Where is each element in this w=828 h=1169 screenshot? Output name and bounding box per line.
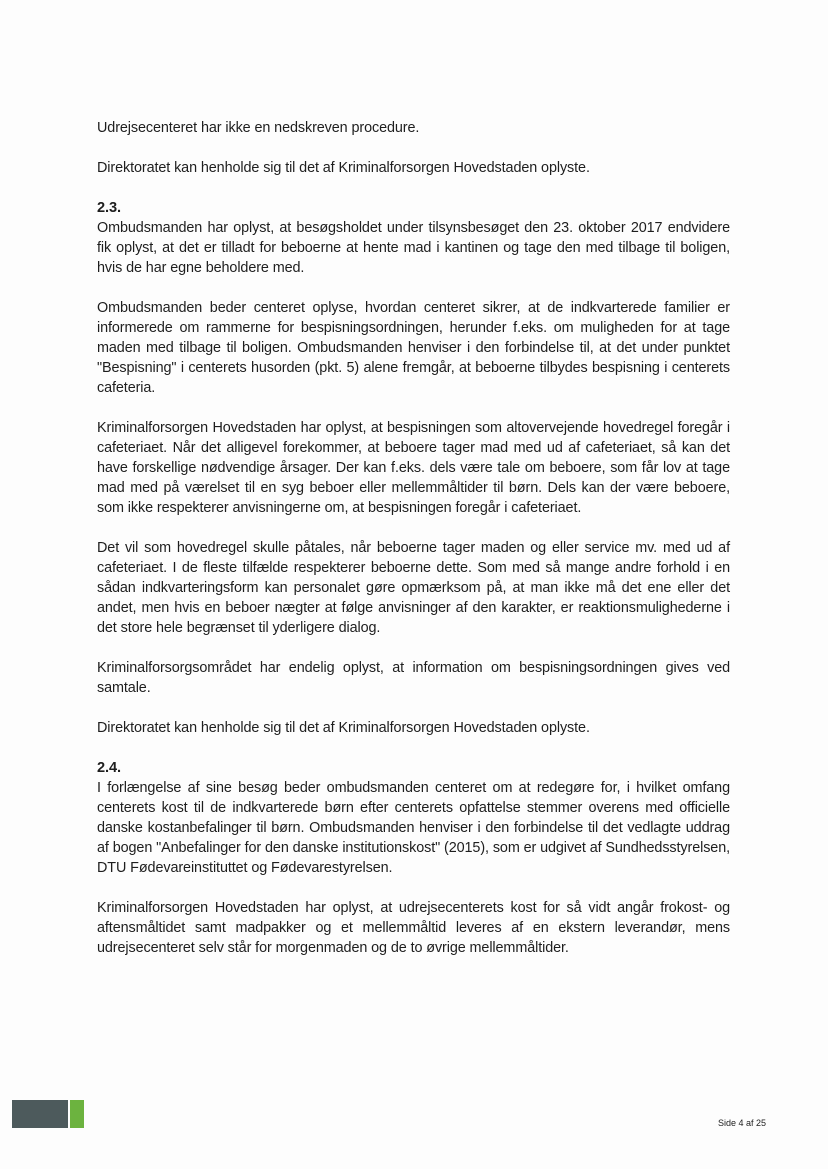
ombudsman-logo [12, 1100, 84, 1128]
logo-dark-block [12, 1100, 68, 1128]
paragraph: Ombudsmanden har oplyst, at besøgsholdet under tilsynsbesøget den 23. oktober 2017 endvidere fik oplyst, at det er tilladt for beboerne at hente mad i kantinen og tage den med tilbage til boligen, hvis de har egne beholdere med. [97, 220, 730, 276]
section-number: 2.3. [97, 200, 121, 216]
page-number: Side 4 af 25 [717, 1118, 766, 1128]
logo-green-block [70, 1100, 84, 1128]
paragraph: Direktoratet kan henholde sig til det af Kriminalforsorgen Hovedstaden oplyste. [97, 160, 590, 176]
paragraph: Kriminalforsorgen Hovedstaden har oplyst, at udrejsecenterets kost for så vidt angår frokost- og aftensmåltidet samt madpakker og et mellemmåltid leveres af en ekstern leverandør, mens udrejsecenteret selv står for morgenmaden og de to øvrige mellemmåltider. [97, 900, 730, 956]
paragraph: Direktoratet kan henholde sig til det af Kriminalforsorgen Hovedstaden oplyste. [97, 720, 590, 736]
paragraph: Ombudsmanden beder centeret oplyse, hvordan centeret sikrer, at de indkvarterede familier er informerede om rammerne for bespisningsordningen, herunder f.eks. om muligheden for at tage maden med tilbage til boligen. Ombudsmanden henviser i den forbindelse til, at det under punktet "Bespisning" i centerets husorden (pkt. 5) alene fremgår, at beboerne tilbydes bespisning i centerets cafeteria. [97, 300, 730, 396]
document-body [97, 118, 730, 978]
paragraph: I forlængelse af sine besøg beder ombudsmanden centeret om at redegøre for, i hvilket omfang centerets kost til de indkvarterede børn efter centerets opfattelse stemmer overens med officielle danske kostanbefalinger til børn. Ombudsmanden henviser i den forbindelse til det vedlagte uddrag af bogen "Anbefalinger for den danske institutionskost" (2015), som er udgivet af Sundhedsstyrelsen, DTU Fødevareinstituttet og Fødevarestyrelsen. [97, 780, 730, 876]
section-2-4 [97, 758, 730, 878]
paragraph: Det vil som hovedregel skulle påtales, når beboerne tager maden og eller service mv. med ud af cafeteriaet. I de fleste tilfælde respekterer beboerne dette. Som med så mange andre forhold i en sådan indkvarteringsform kan personalet gøre opmærksom på, at man ikke må det ene eller det andet, men hvis en beboer nægter at følge anvisninger af den karakter, er reaktionsmulighederne i det store hele begrænset til yderligere dialog. [97, 540, 730, 636]
section-number: 2.4. [97, 760, 121, 776]
section-2-3 [97, 198, 730, 278]
paragraph: Udrejsecenteret har ikke en nedskreven procedure. [97, 120, 420, 136]
paragraph: Kriminalforsorgsområdet har endelig oplyst, at information om bespisningsordningen gives ved samtale. [97, 660, 730, 696]
paragraph: Kriminalforsorgen Hovedstaden har oplyst, at bespisningen som altovervejende hovedregel foregår i cafeteriaet. Når det alligevel forekommer, at beboere tager mad med ud af cafeteriaet, så kan det have forskellige nødvendige årsager. Der kan f.eks. dels være tale om beboere, som får lov at tage mad med på værelset til en syg beboer eller mellemmåltider til børn. Dels kan der være beboere, som ikke respekterer anvisningerne om, at bespisningen foregår i cafeteriaet. [97, 420, 730, 516]
